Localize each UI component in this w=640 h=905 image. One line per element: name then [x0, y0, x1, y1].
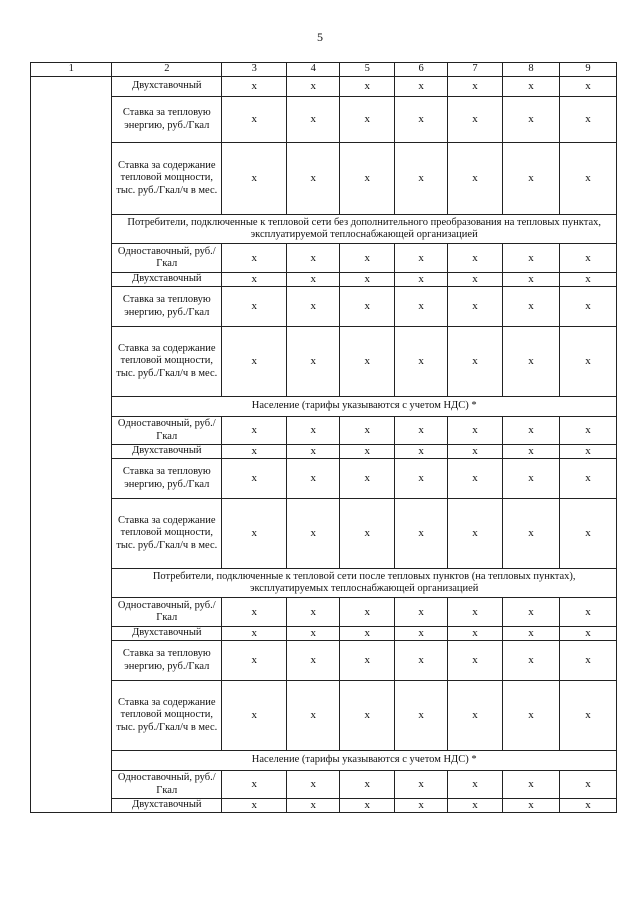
column-header: 8	[503, 63, 560, 77]
table-row	[31, 681, 617, 751]
column-header: 9	[559, 63, 616, 77]
value-cell: x	[287, 799, 340, 813]
value-cell: x	[503, 627, 560, 641]
table-row	[31, 569, 617, 598]
section-heading: Потребители, подключенные к тепловой сети после тепловых пунктов (на тепловых пунктах), эксплуатируемых теплоснабжающей организацией	[112, 569, 617, 598]
value-cell: x	[287, 244, 340, 273]
value-cell: x	[503, 77, 560, 97]
value-cell: x	[395, 445, 448, 459]
value-cell: x	[287, 445, 340, 459]
value-cell: x	[503, 681, 560, 751]
value-cell: x	[395, 499, 448, 569]
value-cell: x	[559, 627, 616, 641]
value-cell: x	[287, 627, 340, 641]
value-cell: x	[340, 598, 395, 627]
value-cell: x	[503, 459, 560, 499]
row-label-capacity-rate: Ставка за содержание тепловой мощности, тыс. руб./Гкал/ч в мес.	[112, 327, 222, 397]
table-row	[31, 799, 617, 813]
value-cell: x	[448, 417, 503, 445]
value-cell: x	[287, 459, 340, 499]
value-cell: x	[222, 799, 287, 813]
value-cell: x	[395, 77, 448, 97]
row-label-one-rate: Одноставочный, руб./Гкал	[112, 598, 222, 627]
table-row	[31, 499, 617, 569]
table-row	[31, 751, 617, 771]
section-heading: Население (тарифы указываются с учетом НДС) *	[112, 751, 617, 771]
row-label-one-rate: Одноставочный, руб./Гкал	[112, 417, 222, 445]
value-cell: x	[222, 244, 287, 273]
value-cell: x	[448, 627, 503, 641]
value-cell: x	[448, 77, 503, 97]
row-label-heat-energy-rate: Ставка за тепловую энергию, руб./Гкал	[112, 641, 222, 681]
table-row	[31, 244, 617, 273]
value-cell: x	[559, 459, 616, 499]
value-cell: x	[340, 771, 395, 799]
value-cell: x	[395, 681, 448, 751]
value-cell: x	[448, 244, 503, 273]
value-cell: x	[222, 327, 287, 397]
value-cell: x	[287, 273, 340, 287]
value-cell: x	[222, 287, 287, 327]
value-cell: x	[503, 417, 560, 445]
value-cell: x	[340, 244, 395, 273]
value-cell: x	[287, 77, 340, 97]
value-cell: x	[448, 445, 503, 459]
value-cell: x	[559, 77, 616, 97]
value-cell: x	[559, 287, 616, 327]
value-cell: x	[340, 287, 395, 327]
table-row	[31, 641, 617, 681]
value-cell: x	[395, 799, 448, 813]
row-label-two-rate: Двухставочный	[112, 799, 222, 813]
value-cell: x	[559, 327, 616, 397]
value-cell: x	[287, 771, 340, 799]
value-cell: x	[448, 771, 503, 799]
value-cell: x	[395, 641, 448, 681]
table-row	[31, 771, 617, 799]
value-cell: x	[448, 799, 503, 813]
value-cell: x	[559, 771, 616, 799]
value-cell: x	[559, 417, 616, 445]
page-number: 5	[317, 30, 323, 44]
column-header: 5	[340, 63, 395, 77]
value-cell: x	[340, 143, 395, 215]
value-cell: x	[222, 445, 287, 459]
row-label-one-rate: Одноставочный, руб./Гкал	[112, 244, 222, 273]
value-cell: x	[448, 273, 503, 287]
value-cell: x	[340, 77, 395, 97]
value-cell: x	[448, 641, 503, 681]
value-cell: x	[340, 799, 395, 813]
value-cell: x	[395, 598, 448, 627]
table-row	[31, 459, 617, 499]
row-label-heat-energy-rate: Ставка за тепловую энергию, руб./Гкал	[112, 459, 222, 499]
value-cell: x	[287, 641, 340, 681]
value-cell: x	[340, 641, 395, 681]
table-row	[31, 97, 617, 143]
value-cell: x	[559, 97, 616, 143]
column-header: 6	[395, 63, 448, 77]
value-cell: x	[395, 771, 448, 799]
value-cell: x	[222, 77, 287, 97]
header-row	[31, 63, 617, 77]
value-cell: x	[287, 681, 340, 751]
table-row	[31, 417, 617, 445]
value-cell: x	[287, 97, 340, 143]
value-cell: x	[448, 287, 503, 327]
value-cell: x	[503, 771, 560, 799]
value-cell: x	[287, 598, 340, 627]
value-cell: x	[222, 459, 287, 499]
value-cell: x	[340, 445, 395, 459]
table-row	[31, 327, 617, 397]
value-cell: x	[503, 287, 560, 327]
value-cell: x	[395, 417, 448, 445]
table-row	[31, 287, 617, 327]
value-cell: x	[222, 681, 287, 751]
table-row	[31, 273, 617, 287]
value-cell: x	[340, 499, 395, 569]
value-cell: x	[559, 143, 616, 215]
value-cell: x	[395, 143, 448, 215]
value-cell: x	[287, 143, 340, 215]
value-cell: x	[395, 97, 448, 143]
value-cell: x	[222, 771, 287, 799]
value-cell: x	[395, 327, 448, 397]
value-cell: x	[448, 598, 503, 627]
column-header: 7	[448, 63, 503, 77]
merged-column-1-cell	[31, 77, 112, 813]
value-cell: x	[395, 273, 448, 287]
value-cell: x	[559, 244, 616, 273]
column-header: 4	[287, 63, 340, 77]
row-label-two-rate: Двухставочный	[112, 627, 222, 641]
value-cell: x	[395, 459, 448, 499]
value-cell: x	[340, 273, 395, 287]
row-label-two-rate: Двухставочный	[112, 273, 222, 287]
column-header: 3	[222, 63, 287, 77]
column-header: 1	[31, 63, 112, 77]
value-cell: x	[340, 417, 395, 445]
row-label-capacity-rate: Ставка за содержание тепловой мощности, тыс. руб./Гкал/ч в мес.	[112, 143, 222, 215]
table-row	[31, 397, 617, 417]
value-cell: x	[287, 499, 340, 569]
value-cell: x	[503, 499, 560, 569]
table-row	[31, 627, 617, 641]
section-heading: Население (тарифы указываются с учетом НДС) *	[112, 397, 617, 417]
value-cell: x	[559, 273, 616, 287]
table-row	[31, 77, 617, 97]
value-cell: x	[222, 627, 287, 641]
value-cell: x	[503, 641, 560, 681]
value-cell: x	[340, 459, 395, 499]
tariff-table	[30, 62, 617, 813]
value-cell: x	[222, 143, 287, 215]
value-cell: x	[222, 598, 287, 627]
value-cell: x	[448, 97, 503, 143]
table-row	[31, 215, 617, 244]
value-cell: x	[559, 445, 616, 459]
value-cell: x	[287, 417, 340, 445]
value-cell: x	[559, 641, 616, 681]
value-cell: x	[503, 143, 560, 215]
value-cell: x	[448, 499, 503, 569]
value-cell: x	[222, 417, 287, 445]
value-cell: x	[448, 143, 503, 215]
value-cell: x	[448, 459, 503, 499]
value-cell: x	[287, 287, 340, 327]
table-row	[31, 598, 617, 627]
value-cell: x	[503, 445, 560, 459]
value-cell: x	[340, 97, 395, 143]
value-cell: x	[340, 627, 395, 641]
value-cell: x	[340, 681, 395, 751]
value-cell: x	[448, 327, 503, 397]
value-cell: x	[222, 97, 287, 143]
value-cell: x	[559, 598, 616, 627]
row-label-heat-energy-rate: Ставка за тепловую энергию, руб./Гкал	[112, 97, 222, 143]
value-cell: x	[503, 97, 560, 143]
section-heading: Потребители, подключенные к тепловой сети без дополнительного преобразования на тепловых пунктах, эксплуатируемой теплоснабжающей организацией	[112, 215, 617, 244]
value-cell: x	[222, 641, 287, 681]
value-cell: x	[395, 627, 448, 641]
row-label-two-rate: Двухставочный	[112, 77, 222, 97]
value-cell: x	[503, 273, 560, 287]
value-cell: x	[287, 327, 340, 397]
table-row	[31, 445, 617, 459]
value-cell: x	[559, 799, 616, 813]
value-cell: x	[222, 273, 287, 287]
table-row	[31, 143, 617, 215]
value-cell: x	[448, 681, 503, 751]
value-cell: x	[503, 598, 560, 627]
column-header: 2	[112, 63, 222, 77]
value-cell: x	[559, 499, 616, 569]
value-cell: x	[395, 244, 448, 273]
row-label-heat-energy-rate: Ставка за тепловую энергию, руб./Гкал	[112, 287, 222, 327]
row-label-two-rate: Двухставочный	[112, 445, 222, 459]
value-cell: x	[503, 799, 560, 813]
value-cell: x	[222, 499, 287, 569]
row-label-capacity-rate: Ставка за содержание тепловой мощности, тыс. руб./Гкал/ч в мес.	[112, 681, 222, 751]
row-label-capacity-rate: Ставка за содержание тепловой мощности, тыс. руб./Гкал/ч в мес.	[112, 499, 222, 569]
value-cell: x	[340, 327, 395, 397]
row-label-one-rate: Одноставочный, руб./Гкал	[112, 771, 222, 799]
value-cell: x	[503, 244, 560, 273]
value-cell: x	[503, 327, 560, 397]
value-cell: x	[395, 287, 448, 327]
value-cell: x	[559, 681, 616, 751]
